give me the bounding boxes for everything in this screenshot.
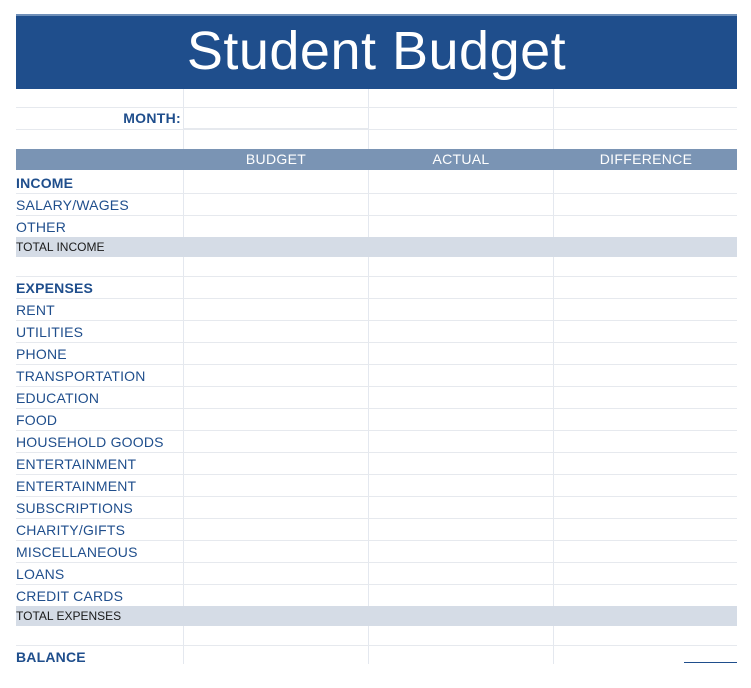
month-label: MONTH:: [123, 110, 181, 126]
total-expenses-label: TOTAL EXPENSES: [16, 609, 122, 623]
column-divider: [183, 89, 184, 664]
row-divider: [16, 562, 737, 563]
row-divider: [16, 430, 737, 431]
expense-item: LOANS: [16, 566, 65, 582]
expense-item: HOUSEHOLD GOODS: [16, 434, 164, 450]
expense-item: SUBSCRIPTIONS: [16, 500, 133, 516]
row-divider: [16, 452, 737, 453]
month-input-cell[interactable]: [184, 107, 368, 129]
expense-item: EDUCATION: [16, 390, 100, 406]
column-header-difference: DIFFERENCE: [599, 151, 693, 167]
row-divider: [16, 584, 737, 585]
row-divider: [16, 386, 737, 387]
expense-item: TRANSPORTATION: [16, 368, 146, 384]
balance-label: BALANCE: [16, 649, 86, 665]
income-heading: INCOME: [16, 175, 74, 191]
row-divider: [16, 298, 737, 299]
balance-underline: [684, 662, 737, 663]
row-divider: [16, 474, 737, 475]
row-divider: [16, 540, 737, 541]
row-divider: [16, 518, 737, 519]
row-divider: [16, 364, 737, 365]
total-income-row: [16, 237, 737, 257]
expense-item: ENTERTAINMENT: [16, 456, 137, 472]
expense-item: MISCELLANEOUS: [16, 544, 138, 560]
income-item-salary: SALARY/WAGES: [16, 197, 129, 213]
expense-item: CHARITY/GIFTS: [16, 522, 126, 538]
title-banner: [16, 14, 737, 89]
column-header-budget: BUDGET: [245, 151, 307, 167]
row-divider: [16, 342, 737, 343]
row-divider: [16, 129, 737, 130]
expense-item: RENT: [16, 302, 55, 318]
row-divider: [16, 320, 737, 321]
expense-item: ENTERTAINMENT: [16, 478, 137, 494]
row-divider: [16, 276, 737, 277]
row-divider: [16, 193, 737, 194]
row-divider: [16, 107, 737, 108]
page-title: Student Budget: [186, 20, 567, 81]
total-income-label: TOTAL INCOME: [16, 240, 105, 254]
expense-item: PHONE: [16, 346, 67, 362]
column-header-actual: ACTUAL: [432, 151, 490, 167]
column-divider: [368, 89, 369, 664]
expense-item: UTILITIES: [16, 324, 84, 340]
expense-item: FOOD: [16, 412, 58, 428]
row-divider: [16, 496, 737, 497]
row-divider: [16, 645, 737, 646]
column-divider: [553, 89, 554, 664]
expense-item: CREDIT CARDS: [16, 588, 124, 604]
expenses-heading: EXPENSES: [16, 280, 94, 296]
total-expenses-row: [16, 606, 737, 626]
row-divider: [16, 408, 737, 409]
row-divider: [16, 215, 737, 216]
income-item-other: OTHER: [16, 219, 66, 235]
